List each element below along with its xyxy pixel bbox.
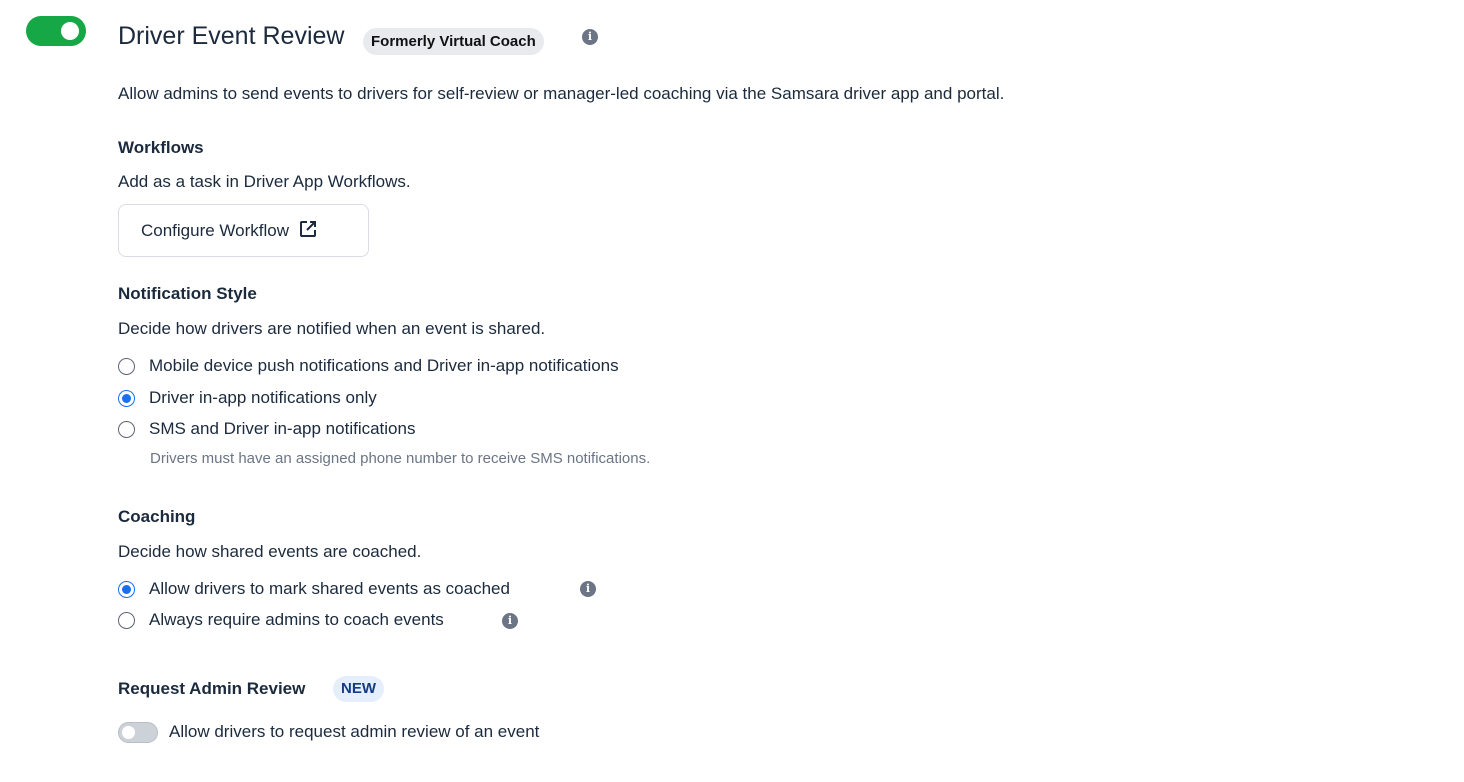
driver-event-review-toggle[interactable] [26, 16, 86, 46]
info-icon[interactable]: i [580, 581, 596, 597]
workflows-heading: Workflows [118, 138, 204, 157]
radio-drivers-mark-coached[interactable] [118, 581, 135, 598]
description: Allow admins to send events to drivers for self-review or manager-led coaching via the Samsara driver app and portal. [118, 84, 1005, 103]
notification-description: Decide how drivers are notified when an event is shared. [118, 319, 546, 338]
toggle-knob [122, 726, 135, 739]
radio-sms[interactable] [118, 421, 135, 438]
radio-in-app-only[interactable] [118, 390, 135, 407]
coaching-heading: Coaching [118, 507, 196, 526]
admin-review-toggle[interactable] [118, 722, 158, 743]
external-link-icon [298, 219, 318, 239]
coaching-description: Decide how shared events are coached. [118, 542, 422, 561]
radio-label[interactable]: Always require admins to coach events [149, 610, 444, 629]
notification-heading: Notification Style [118, 284, 257, 303]
radio-mobile-push[interactable] [118, 358, 135, 375]
workflows-description: Add as a task in Driver App Workflows. [118, 172, 411, 191]
configure-workflow-label: Configure Workflow [141, 221, 290, 240]
configure-workflow-button[interactable] [118, 204, 369, 257]
radio-label[interactable]: Driver in-app notifications only [149, 388, 377, 407]
radio-label[interactable]: Allow drivers to mark shared events as coached [149, 579, 510, 598]
admin-review-toggle-label[interactable]: Allow drivers to request admin review of an event [169, 722, 540, 741]
radio-admins-coach[interactable] [118, 612, 135, 629]
info-icon[interactable]: i [502, 613, 518, 629]
sms-hint: Drivers must have an assigned phone number to receive SMS notifications. [150, 450, 651, 467]
radio-label[interactable]: SMS and Driver in-app notifications [149, 419, 416, 438]
info-icon[interactable]: i [582, 29, 598, 45]
admin-review-heading: Request Admin Review [118, 679, 306, 698]
new-badge: NEW [333, 676, 384, 702]
page-title: Driver Event Review [118, 22, 345, 50]
radio-label[interactable]: Mobile device push notifications and Driver in-app notifications [149, 356, 619, 375]
toggle-knob [61, 22, 79, 40]
formerly-badge: Formerly Virtual Coach [363, 28, 544, 55]
